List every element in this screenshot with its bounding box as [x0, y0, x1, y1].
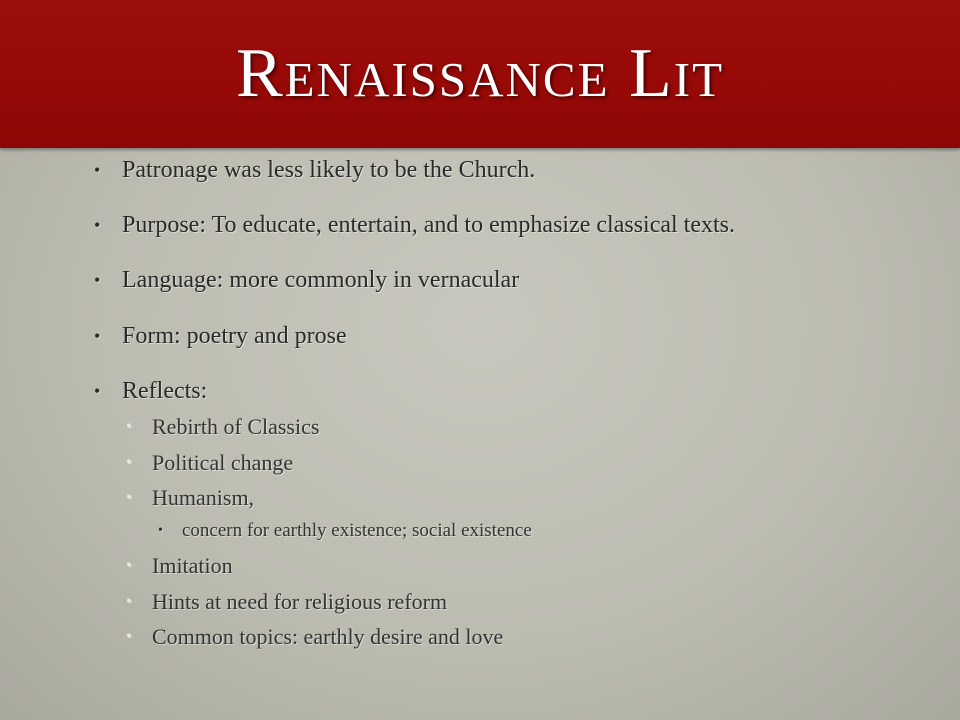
subbullet-common-topics — [126, 624, 504, 650]
bullet-text: Patronage was less likely to be the Church. — [122, 157, 536, 183]
subbullet-text: Hints at need for religious reform — [152, 589, 448, 614]
subbullet-text: Imitation — [152, 553, 233, 578]
subbullet-glyph: • — [126, 593, 132, 610]
subbullet-text: Common topics: earthly desire and love — [152, 624, 504, 649]
bullet-glyph: • — [94, 326, 101, 346]
bullet-glyph: • — [94, 270, 101, 290]
bullet-purpose — [94, 211, 736, 239]
bullet-text: Purpose: To educate, entertain, and to emphasize classical texts. — [122, 212, 736, 238]
subbullet-glyph: • — [126, 628, 132, 645]
subsubbullet-glyph: • — [158, 523, 163, 538]
bullet-form — [94, 322, 347, 350]
subsubbullet-text: concern for earthly existence; social existence — [182, 520, 532, 541]
subbullet-religious-reform — [126, 589, 448, 615]
subbullet-rebirth — [126, 414, 320, 440]
subbullet-text: Political change — [152, 450, 294, 475]
subbullet-glyph: • — [126, 418, 132, 435]
subbullet-glyph: • — [126, 557, 132, 574]
subbullet-glyph: • — [126, 454, 132, 471]
bullet-glyph: • — [94, 215, 101, 235]
subbullet-text: Humanism, — [152, 485, 255, 510]
subbullet-imitation — [126, 553, 233, 579]
bullet-glyph: • — [94, 160, 101, 180]
bullet-patronage — [94, 156, 536, 184]
bullet-reflects — [94, 377, 208, 405]
subbullet-text: Rebirth of Classics — [152, 414, 320, 439]
subbullet-glyph: • — [126, 489, 132, 506]
bullet-language — [94, 266, 520, 294]
subsubbullet-earthly-existence — [158, 520, 532, 542]
subbullet-political — [126, 450, 294, 476]
title-bar — [0, 0, 960, 148]
subbullet-humanism — [126, 485, 255, 511]
bullet-text: Language: more commonly in vernacular — [122, 267, 520, 293]
bullet-glyph: • — [94, 381, 101, 401]
bullet-text: Form: poetry and prose — [122, 323, 347, 349]
bullet-text: Reflects: — [122, 378, 208, 404]
slide-title: Renaissance Lit — [235, 35, 725, 112]
